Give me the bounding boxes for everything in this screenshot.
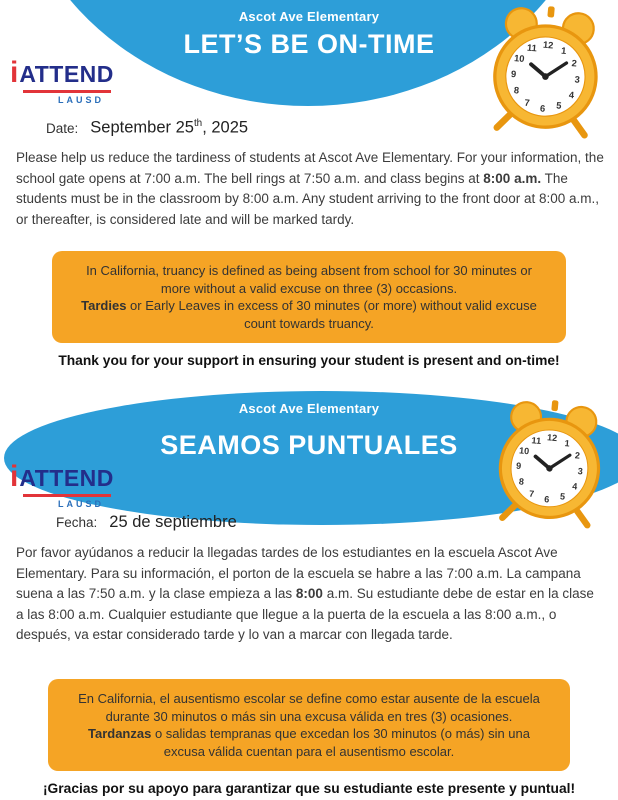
notice-line-2-en: Tardies or Early Leaves in excess of 30 minutes (or more) without valid excuse count towards truancy. bbox=[81, 298, 537, 331]
section-title-en: LET’S BE ON-TIME bbox=[183, 29, 435, 59]
intro-paragraph-es: Por favor ayúdanos a reducir la llegadas tardes de los estudiantes en la escuela Ascot Ave Elementary. Para su información, el porton de la escuela se habre a las 7:00 a.m. La campana suena a las 7:50 a.m. y la clase empieza a las 8:00 a.m. Su estudiante debe de estar en la clase a las 8:00 a.m. Cualquier estudiante que llegue a la puerta de la escuela a las 8:00 a.m., o después, va estar considerado tarde y lo van a marcar con llegada tarde. bbox=[16, 545, 594, 643]
closing-message-en: Thank you for your support in ensuring your student is present and on-time! bbox=[58, 353, 560, 368]
school-name-es: Ascot Ave Elementary bbox=[238, 401, 380, 416]
logo-attend-text: ATTEND bbox=[19, 465, 114, 491]
date-row-en bbox=[46, 118, 248, 138]
logo-lausd-text: LAUSD bbox=[58, 499, 104, 509]
logo-wordmark bbox=[10, 462, 140, 492]
date-label-es: Fecha: bbox=[56, 515, 98, 530]
notice-line-1-es: En California, el ausentismo escolar se define como estar ausente de la escuela durante 30 minutos o más sin una excusa válida en tres (3) ocasiones. bbox=[78, 691, 540, 724]
logo-lausd-text: LAUSD bbox=[58, 95, 104, 105]
logo-wordmark bbox=[10, 58, 140, 88]
logo-underline bbox=[23, 494, 111, 497]
date-value-es: 25 de septiembre bbox=[109, 513, 237, 531]
date-row-es bbox=[56, 513, 237, 532]
truancy-notice-box-es bbox=[48, 679, 570, 771]
alarm-clock-icon bbox=[481, 393, 618, 532]
truancy-notice-box-en bbox=[52, 251, 566, 343]
notice-line-1-en: In California, truancy is defined as being absent from school for 30 minutes or more without a valid excuse on three (3) occasions. bbox=[86, 263, 532, 296]
notice-line-2-es: Tardanzas o salidas tempranas que excedan los 30 minutos (o más) sin una excusa válida cuentan para el ausentismo escolar. bbox=[88, 726, 530, 759]
iattend-logo-en bbox=[10, 58, 140, 105]
iattend-logo-es bbox=[10, 462, 140, 509]
logo-i-letter: i bbox=[10, 56, 19, 89]
alarm-clock-icon bbox=[474, 0, 617, 142]
section-title-es: SEAMOS PUNTUALES bbox=[160, 430, 458, 460]
logo-i-letter: i bbox=[10, 460, 19, 493]
logo-attend-text: ATTEND bbox=[19, 61, 114, 87]
school-name-en: Ascot Ave Elementary bbox=[238, 9, 380, 24]
date-value-en: September 25th, 2025 bbox=[90, 118, 249, 137]
intro-paragraph-en: Please help us reduce the tardiness of students at Ascot Ave Elementary. For your information, the school gate opens at 7:00 a.m. The bell rings at 7:50 a.m. and class begins at 8:00 a.m. The students must be in the classroom by 8:00 a.m. Any student arriving to the front door at 8:00 a.m., or thereafter, is considered late and will be marked tardy. bbox=[16, 150, 604, 227]
closing-message-es: ¡Gracias por su apoyo para garantizar que su estudiante este presente y puntual! bbox=[42, 781, 576, 796]
date-label-en: Date: bbox=[46, 120, 79, 136]
logo-underline bbox=[23, 90, 111, 93]
